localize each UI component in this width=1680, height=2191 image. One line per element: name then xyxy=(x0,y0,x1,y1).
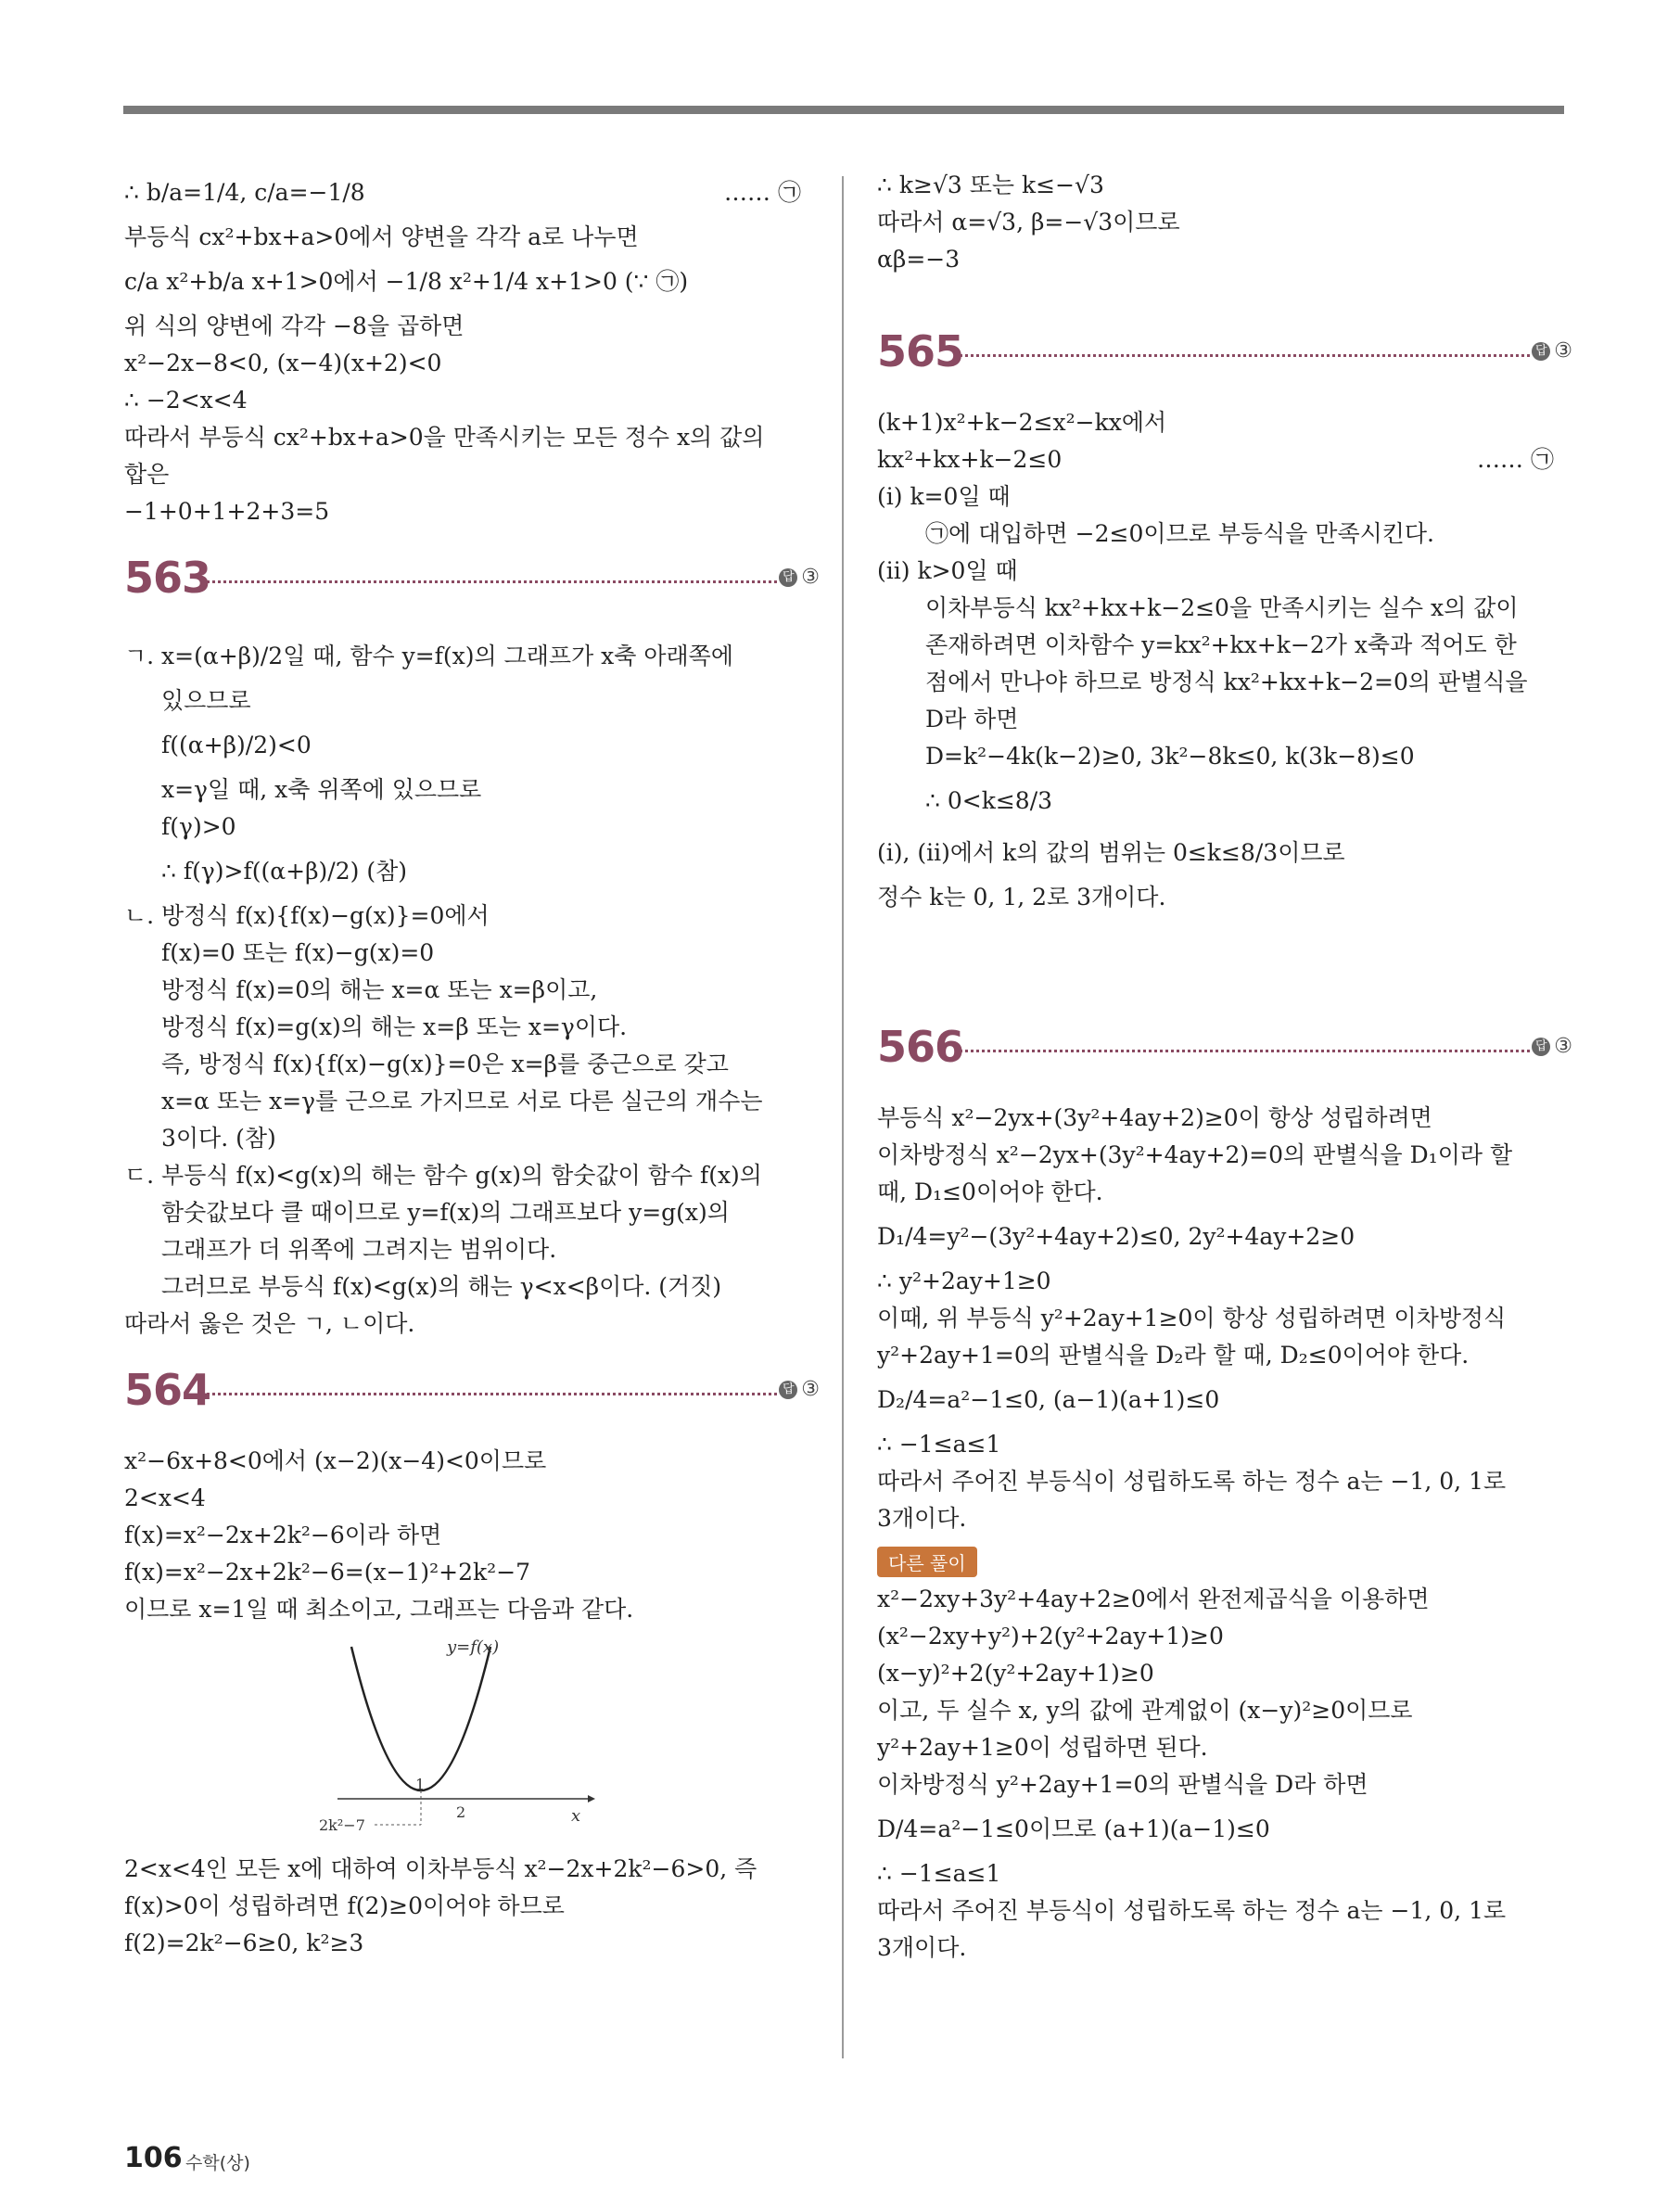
text-line: f(x)=0 또는 f(x)−g(x)=0 xyxy=(161,939,435,966)
text-line: ∴ −2<x<4 xyxy=(124,387,248,414)
problem-header-565 xyxy=(877,321,1572,386)
text-line: 3개이다. xyxy=(877,1505,967,1532)
text-line: D라 하면 xyxy=(925,706,1019,732)
parabola-svg xyxy=(319,1628,597,1841)
text-line: f((α+β)/2)<0 xyxy=(161,732,312,758)
answer-badge: 답 ③ xyxy=(779,1378,820,1401)
curve-label: y=f(x) xyxy=(447,1637,500,1657)
text-line: (i) k=0일 때 xyxy=(877,483,1011,510)
tick-label: 1 xyxy=(415,1776,426,1793)
text-line: 정수 k는 0, 1, 2로 3개이다. xyxy=(877,884,1166,911)
minimum-label: 2k²−7 xyxy=(319,1816,365,1834)
answer-badge: 답 ③ xyxy=(1532,339,1572,363)
text-line: y²+2ay+1≥0이 성립하면 된다. xyxy=(877,1734,1208,1761)
text-line: 이고, 두 실수 x, y의 값에 관계없이 (x−y)²≥0이므로 xyxy=(877,1697,1413,1724)
text-line: x²−2x−8<0, (x−4)(x+2)<0 xyxy=(124,350,442,376)
text-line: f(x)=x²−2x+2k²−6이라 하면 xyxy=(124,1522,442,1548)
text-line: f(γ)>0 xyxy=(161,813,236,840)
problem-number: 565 xyxy=(877,326,964,376)
text-line: kx²+kx+k−2≤0 …… ㉠ xyxy=(877,446,1554,473)
text-line: −1+0+1+2+3=5 xyxy=(124,498,330,525)
problem-header-563 xyxy=(124,547,820,612)
parabola-graph xyxy=(124,1628,820,1851)
answer-icon: 답 xyxy=(1532,1038,1550,1056)
text-line: 그래프가 더 위쪽에 그려지는 범위이다. xyxy=(161,1236,557,1263)
text-line: ∴ −1≤a≤1 xyxy=(877,1431,1001,1458)
text-line: 위 식의 양변에 각각 −8을 곱하면 xyxy=(124,312,465,339)
text-line: D/4=a²−1≤0이므로 (a+1)(a−1)≤0 xyxy=(877,1815,1270,1842)
answer-badge: 답 ③ xyxy=(1532,1035,1572,1058)
dotted-leader xyxy=(202,580,777,583)
text-line: y²+2ay+1=0의 판별식을 D₂라 할 때, D₂≤0이어야 한다. xyxy=(877,1342,1470,1369)
x-label: x xyxy=(571,1806,581,1826)
text-line: 때, D₁≤0이어야 한다. xyxy=(877,1178,1103,1205)
text-line: 2<x<4 xyxy=(124,1484,206,1511)
book-title: 수학(상) xyxy=(185,2153,250,2173)
text-line: ∴ b/a=1/4, c/a=−1/8 …… ㉠ xyxy=(124,179,801,206)
text-line: (x²−2xy+y²)+2(y²+2ay+1)≥0 xyxy=(877,1623,1224,1650)
dotted-leader xyxy=(955,1050,1530,1052)
text-line: ∴ y²+2ay+1≥0 xyxy=(877,1267,1051,1294)
text-line: 이차방정식 x²−2yx+(3y²+4ay+2)=0의 판별식을 D₁이라 할 xyxy=(877,1141,1513,1168)
dotted-leader xyxy=(955,354,1530,357)
page-number: 106 xyxy=(124,2142,183,2174)
text-line: ∴ −1≤a≤1 xyxy=(877,1860,1001,1887)
problem-header-566 xyxy=(877,1016,1572,1081)
text-line: ㉠에 대입하면 −2≤0이므로 부등식을 만족시킨다. xyxy=(925,520,1434,547)
text-line: ∴ 0<k≤8/3 xyxy=(925,787,1053,814)
text-line: c/a x²+b/a x+1>0에서 −1/8 x²+1/4 x+1>0 (∵ ㉠) xyxy=(124,268,689,295)
text-line: 점에서 만나야 하므로 방정식 kx²+kx+k−2=0의 판별식을 xyxy=(925,669,1528,695)
spacer xyxy=(877,916,1572,1000)
text-line: f(x)=x²−2x+2k²−6=(x−1)²+2k²−7 xyxy=(124,1559,531,1586)
text-line: 따라서 주어진 부등식이 성립하도록 하는 정수 a는 −1, 0, 1로 xyxy=(877,1897,1507,1924)
text-line: 이므로 x=1일 때 최소이고, 그래프는 다음과 같다. xyxy=(124,1596,634,1623)
text-line: 방정식 f(x)=0의 해는 x=α 또는 x=β이고, xyxy=(161,976,598,1003)
text-line: 즉, 방정식 f(x){f(x)−g(x)}=0은 x=β를 중근으로 갖고 xyxy=(161,1051,729,1077)
alt-solution-badge: 다른 풀이 xyxy=(877,1547,977,1577)
text-line: (ii) k>0일 때 xyxy=(877,557,1018,584)
text-line: f(2)=2k²−6≥0, k²≥3 xyxy=(124,1930,364,1956)
text-line: ㄴ. 방정식 f(x){f(x)−g(x)}=0에서 xyxy=(124,902,490,929)
text-line: 따라서 α=√3, β=−√3이므로 xyxy=(877,209,1180,236)
parabola-curve xyxy=(351,1647,490,1790)
text-line: 합은 xyxy=(124,461,170,488)
text-line: 존재하려면 이차함수 y=kx²+kx+k−2가 x축과 적어도 한 xyxy=(925,631,1517,658)
text-line: ∴ f(γ)>f((α+β)/2) (참) xyxy=(161,858,407,885)
text-line: ∴ k≥√3 또는 k≤−√3 xyxy=(877,172,1104,198)
answer-icon: 답 xyxy=(779,568,797,587)
text-line: x=γ일 때, x축 위쪽에 있으므로 xyxy=(161,776,482,803)
problem-header-564 xyxy=(124,1359,820,1424)
text-line: x=α 또는 x=γ를 근으로 가지므로 서로 다른 실근의 개수는 xyxy=(161,1088,763,1115)
text-line: D₁/4=y²−(3y²+4ay+2)≤0, 2y²+4ay+2≥0 xyxy=(877,1223,1355,1250)
text-line: 그러므로 부등식 f(x)<g(x)의 해는 γ<x<β이다. (거짓) xyxy=(161,1273,722,1300)
text-line: (x−y)²+2(y²+2ay+1)≥0 xyxy=(877,1660,1154,1687)
problem-number: 564 xyxy=(124,1365,211,1415)
text-line: 이차부등식 kx²+kx+k−2≤0을 만족시키는 실수 x의 값이 xyxy=(925,594,1519,621)
text-line: 있으므로 xyxy=(161,687,251,714)
column-divider xyxy=(842,176,844,2058)
text-line: 2<x<4인 모든 x에 대하여 이차부등식 x²−2x+2k²−6>0, 즉 xyxy=(124,1855,757,1882)
text-line: (k+1)x²+k−2≤x²−kx에서 xyxy=(877,409,1167,436)
dotted-leader xyxy=(202,1393,777,1395)
text-line: 이때, 위 부등식 y²+2ay+1≥0이 항상 성립하려면 이차방정식 xyxy=(877,1305,1507,1331)
answer-icon: 답 xyxy=(779,1381,797,1399)
answer-badge: 답 ③ xyxy=(779,566,820,589)
problem-number: 566 xyxy=(877,1022,964,1072)
text-line: αβ=−3 xyxy=(877,246,961,273)
x-axis-arrow xyxy=(588,1795,595,1802)
text-line: (i), (ii)에서 k의 값의 범위는 0≤k≤8/3이므로 xyxy=(877,839,1345,866)
problem-number: 563 xyxy=(124,553,211,603)
text-line: 부등식 x²−2yx+(3y²+4ay+2)≥0이 항상 성립하려면 xyxy=(877,1104,1432,1131)
answer-icon: 답 xyxy=(1532,342,1550,361)
text-line: 함숫값보다 클 때이므로 y=f(x)의 그래프보다 y=g(x)의 xyxy=(161,1199,730,1226)
text-line: 이차방정식 y²+2ay+1=0의 판별식을 D라 하면 xyxy=(877,1771,1368,1798)
right-column xyxy=(877,167,1572,1967)
spacer xyxy=(877,278,1572,304)
text-line: x²−2xy+3y²+4ay+2≥0에서 완전제곱식을 이용하면 xyxy=(877,1586,1430,1612)
text-line: D₂/4=a²−1≤0, (a−1)(a+1)≤0 xyxy=(877,1386,1220,1413)
text-line: f(x)>0이 성립하려면 f(2)≥0이어야 하므로 xyxy=(124,1892,565,1919)
text-line: D=k²−4k(k−2)≥0, 3k²−8k≤0, k(3k−8)≤0 xyxy=(925,743,1415,770)
text-line: 따라서 주어진 부등식이 성립하도록 하는 정수 a는 −1, 0, 1로 xyxy=(877,1468,1507,1495)
tick-label: 2 xyxy=(456,1803,466,1821)
text-line: ㄱ. x=(α+β)/2일 때, 함수 y=f(x)의 그래프가 x축 아래쪽에 xyxy=(124,643,733,669)
text-line: 따라서 부등식 cx²+bx+a>0을 만족시키는 모든 정수 x의 값의 xyxy=(124,424,765,451)
text-line: x²−6x+8<0에서 (x−2)(x−4)<0이므로 xyxy=(124,1447,547,1474)
text-line: 3개이다. xyxy=(877,1934,967,1961)
text-line: 3이다. (참) xyxy=(161,1125,276,1152)
left-column xyxy=(124,167,820,1962)
text-line: 방정식 f(x)=g(x)의 해는 x=β 또는 x=γ이다. xyxy=(161,1013,628,1040)
text-line: 부등식 cx²+bx+a>0에서 양변을 각각 a로 나누면 xyxy=(124,223,639,250)
text-line: 따라서 옳은 것은 ㄱ, ㄴ이다. xyxy=(124,1310,415,1337)
top-rule xyxy=(123,106,1564,114)
text-line: ㄷ. 부등식 f(x)<g(x)의 해는 함수 g(x)의 함숫값이 함수 f(x)의 xyxy=(124,1162,762,1189)
